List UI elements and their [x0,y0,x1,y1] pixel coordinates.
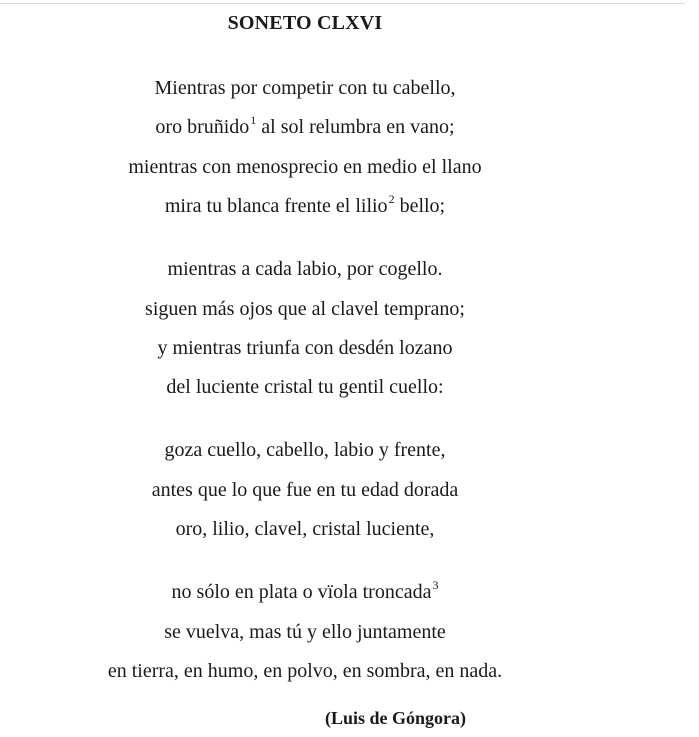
line-text: mira tu blanca frente el lilio [164,195,388,217]
footnote-marker: 1 [250,113,257,127]
line-text: no sólo en plata o vïola troncada [171,581,432,603]
line-text: bello; [394,195,446,217]
footnote-marker: 3 [432,578,439,592]
top-divider [0,3,685,4]
poem-title: SONETO CLXVI [227,12,383,34]
poem-line: en tierra, en humo, en polvo, en sombra, en nada. [107,660,503,682]
poem-line [0,193,610,219]
poem-line: se vuelva, mas tú y ello juntamente [164,621,446,643]
poem-line [0,114,610,140]
line-text: oro bruñido [155,116,250,138]
poem-line: antes que lo que fue en tu edad dorada [151,479,459,501]
poem-line: y mientras triunfa con desdén lozano [157,337,453,359]
poem-line: siguen más ojos que al clavel temprano; [145,298,465,320]
poem-line: Mientras por competir con tu cabello, [154,77,456,99]
poem-line: mientras a cada labio, por cogello. [167,258,443,280]
line-text: al sol relumbra en vano; [256,116,455,138]
poem-line: oro, lilio, clavel, cristal luciente, [175,518,435,540]
poem-line [0,579,610,605]
poem-line: mientras con menosprecio en medio el llano [128,156,482,178]
poem-line: goza cuello, cabello, labio y frente, [164,439,446,461]
poem-author: (Luis de Góngora) [325,708,467,728]
poem-line: del luciente cristal tu gentil cuello: [166,376,444,398]
footnote-marker: 2 [388,192,395,206]
